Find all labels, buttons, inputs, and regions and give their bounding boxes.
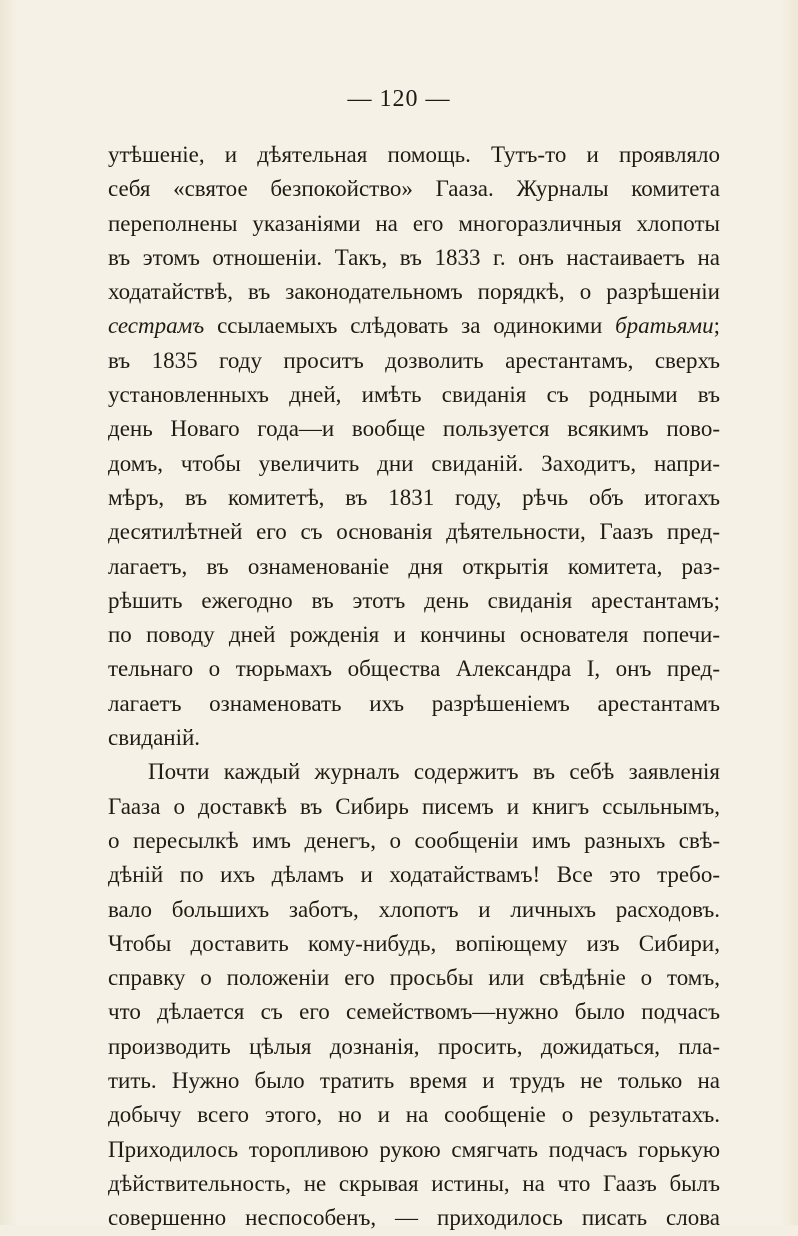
text-line: день Новаго года—и вообще пользуется всякимъ пово- xyxy=(108,416,720,442)
text-line: въ 1835 году проситъ дозволить арестантамъ, сверхъ xyxy=(108,347,720,373)
text-line: утѣшеніе, и дѣятельная помощь. Тутъ-то и проявляло xyxy=(108,142,720,167)
text-line: въ этомъ отношеніи. Такъ, въ 1833 г. онъ настаиваетъ на xyxy=(108,244,720,270)
text-line: себя «святое безпокойство» Гааза. Журналы комитета xyxy=(108,176,720,202)
text-line: что дѣлается съ его семействомъ—нужно было подчасъ xyxy=(108,999,720,1025)
text-line: производить цѣлыя дознанія, просить, дожидаться, пла- xyxy=(108,1033,720,1059)
text-line: ходатайствѣ, въ законодательномъ порядкѣ, о разрѣшеніи xyxy=(108,279,720,305)
text-line: Чтобы доставить кому-нибудь, вопіющему изъ Сибири, xyxy=(108,930,720,956)
text-line: домъ, чтобы увеличить дни свиданій. Заходитъ, напри- xyxy=(108,450,720,476)
text-line: о пересылкѣ имъ денегъ, о сообщеніи имъ разныхъ свѣ- xyxy=(108,827,720,853)
text-line: Гааза о доставкѣ въ Сибирь писемъ и книгъ ссыльнымъ, xyxy=(108,793,720,819)
italic-word: сестрамъ xyxy=(108,313,205,339)
italic-word: братьями xyxy=(615,313,714,339)
line-text: ссылаемыхъ слѣдовать за одинокими xyxy=(204,313,616,339)
text-line: установленныхъ дней, имѣть свиданія съ родными въ xyxy=(108,382,720,408)
text-line: десятилѣтней его съ основанія дѣятельности, Гаазъ пред- xyxy=(108,519,720,545)
text-line: лагаетъ ознаменовать ихъ разрѣшеніемъ арестантамъ xyxy=(108,690,720,716)
text-line: переполнены указаніями на его многоразличныя хлопоты xyxy=(108,210,720,236)
text-line xyxy=(108,309,720,343)
line-text: ; xyxy=(713,313,720,339)
text-line: тельнаго о тюрьмахъ общества Александра I, онъ пред- xyxy=(108,656,720,682)
text-line: рѣшить ежегодно въ этотъ день свиданія арестантамъ; xyxy=(108,587,720,613)
text-line: совершенно неспособенъ, — приходилось писать слова xyxy=(108,1205,720,1231)
text-line: справку о положеніи его просьбы или свѣдѣніе о томъ, xyxy=(108,965,720,991)
text-line: лагаетъ, въ ознаменованіе дня открытія комитета, раз- xyxy=(108,553,720,579)
text-line: мѣръ, въ комитетѣ, въ 1831 году, рѣчь объ итогахъ xyxy=(108,484,720,510)
text-line: дѣйствительность, не скрывая истины, на что Гаазъ былъ xyxy=(108,1170,720,1196)
text-line: свиданій. xyxy=(108,725,201,751)
text-line: тить. Нужно было тратить время и трудъ не только на xyxy=(108,1068,720,1094)
page-number: — 120 — xyxy=(347,86,451,112)
text-line: дѣній по ихъ дѣламъ и ходатайствамъ! Все это требо- xyxy=(108,862,720,888)
text-line: по поводу дней рожденія и кончины основателя попечи- xyxy=(108,622,720,648)
paragraph-first-line: Почти каждый журналъ содержитъ въ себѣ заявленія xyxy=(148,759,720,785)
body-text xyxy=(108,138,720,1236)
text-line: Приходилось торопливою рукою смягчать подчасъ горькую xyxy=(108,1136,720,1162)
text-line: добычу всего этого, но и на сообщеніе о результатахъ. xyxy=(108,1102,720,1128)
text-line: вало большихъ заботъ, хлопотъ и личныхъ расходовъ. xyxy=(108,896,720,922)
